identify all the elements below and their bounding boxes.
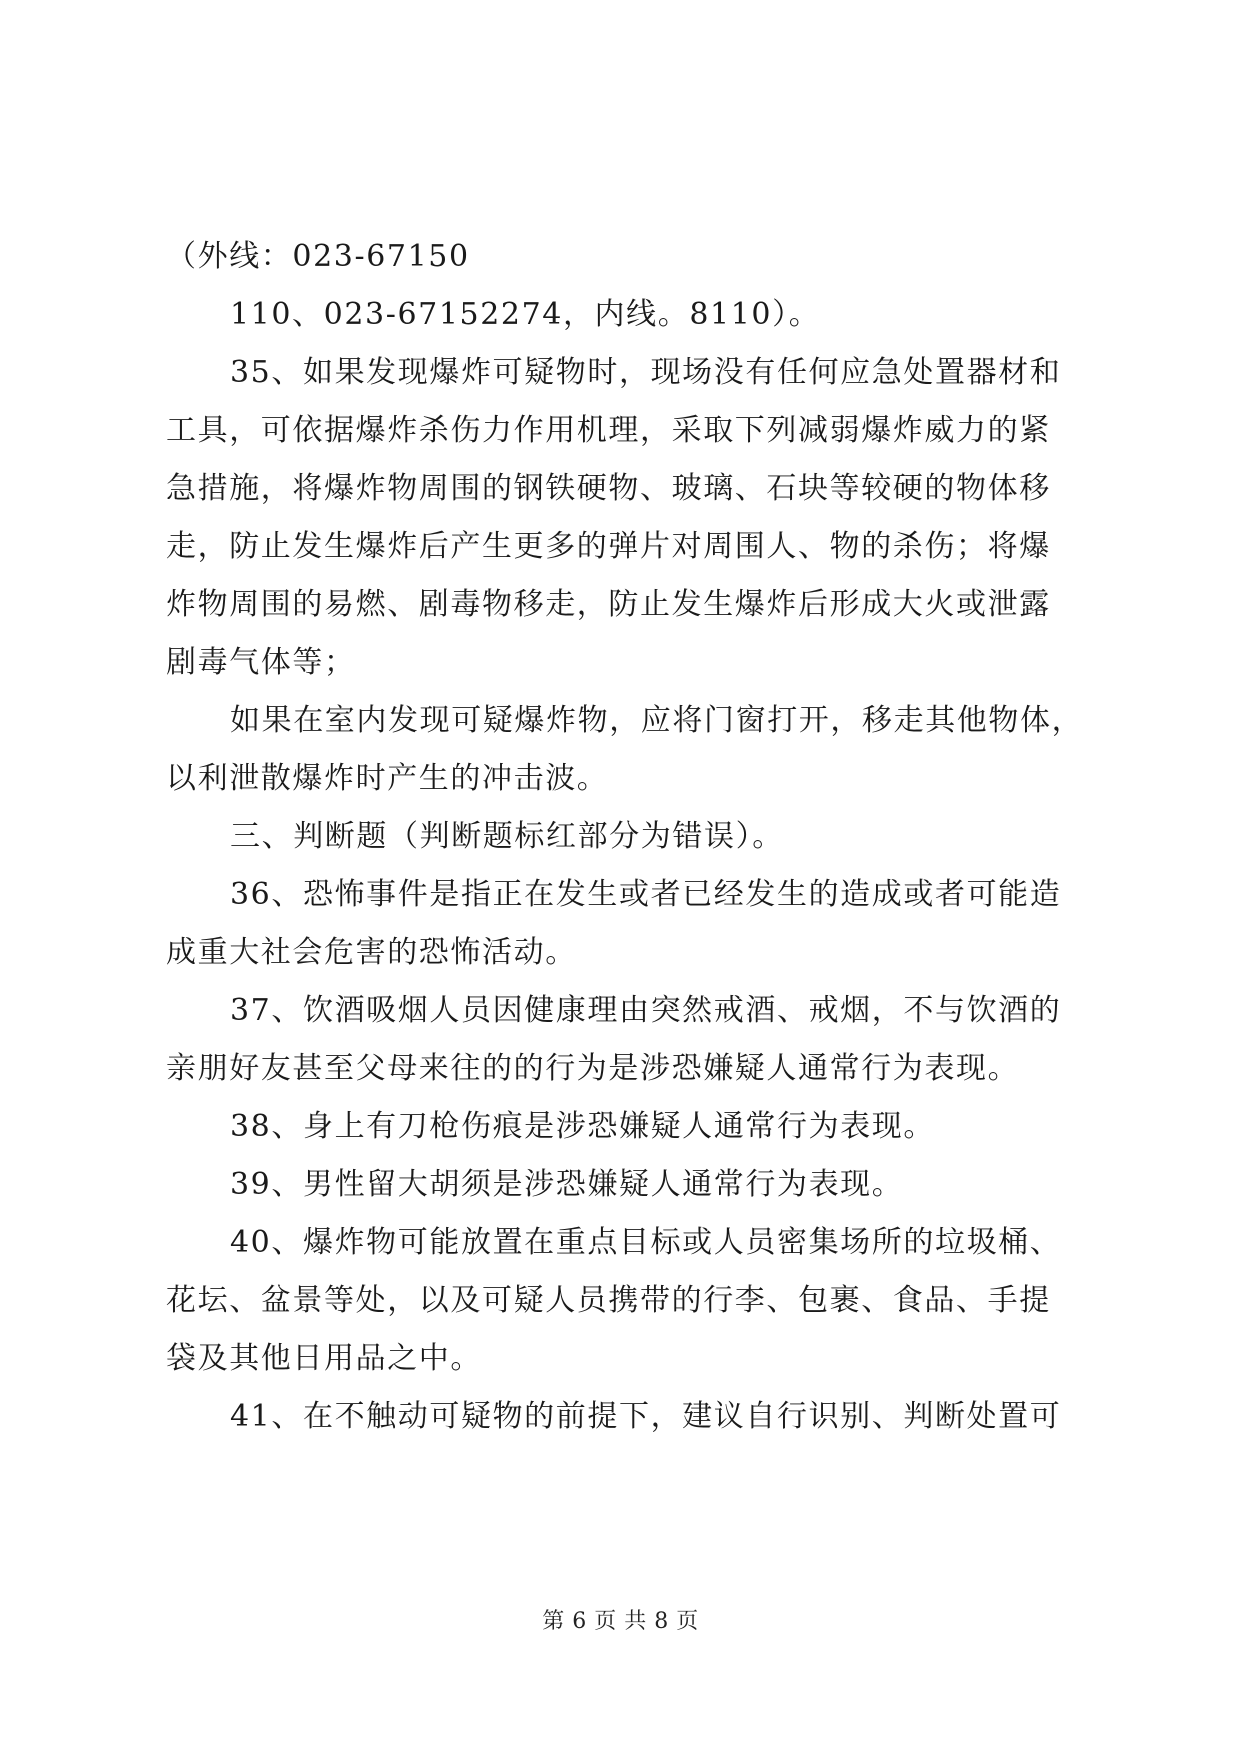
text-line: 37、饮酒吸烟人员因健康理由突然戒酒、戒烟，不与饮酒的	[230, 993, 1062, 1028]
text-line: （外线：023-67150	[166, 239, 470, 274]
text-line: 成重大社会危害的恐怖活动。	[166, 935, 577, 970]
text-line: 袋及其他日用品之中。	[166, 1341, 482, 1376]
text-line: 41、在不触动可疑物的前提下，建议自行识别、判断处置可	[230, 1399, 1062, 1434]
text-line: 急措施，将爆炸物周围的钢铁硬物、玻璃、石块等较硬的物体移	[166, 471, 1051, 506]
text-line: 以利泄散爆炸时产生的冲击波。	[166, 761, 609, 796]
text-line: 剧毒气体等；	[166, 645, 356, 680]
body-text	[166, 228, 1086, 1446]
text-line: 炸物周围的易燃、剧毒物移走，防止发生爆炸后形成大火或泄露	[166, 587, 1051, 622]
text-line: 工具，可依据爆炸杀伤力作用机理，采取下列减弱爆炸威力的紧	[166, 413, 1051, 448]
text-line: 110、023-67152274，内线。8110）。	[230, 297, 821, 332]
text-line: 亲朋好友甚至父母来往的的行为是涉恐嫌疑人通常行为表现。	[166, 1051, 1020, 1086]
text-line: 36、恐怖事件是指正在发生或者已经发生的造成或者可能造	[230, 877, 1062, 912]
text-line: 花坛、盆景等处，以及可疑人员携带的行李、包裹、食品、手提	[166, 1283, 1051, 1318]
text-line: 39、男性留大胡须是涉恐嫌疑人通常行为表现。	[230, 1167, 904, 1202]
text-line: 如果在室内发现可疑爆炸物，应将门窗打开，移走其他物体，	[230, 703, 1084, 738]
text-line: 走，防止发生爆炸后产生更多的弹片对周围人、物的杀伤；将爆	[166, 529, 1051, 564]
page-number-footer: 第 6 页 共 8 页	[542, 1609, 699, 1634]
text-line: 35、如果发现爆炸可疑物时，现场没有任何应急处置器材和	[230, 355, 1062, 390]
section-heading: 三、判断题（判断题标红部分为错误）。	[230, 819, 784, 854]
text-line: 38、身上有刀枪伤痕是涉恐嫌疑人通常行为表现。	[230, 1109, 935, 1144]
text-line: 40、爆炸物可能放置在重点目标或人员密集场所的垃圾桶、	[230, 1225, 1062, 1260]
